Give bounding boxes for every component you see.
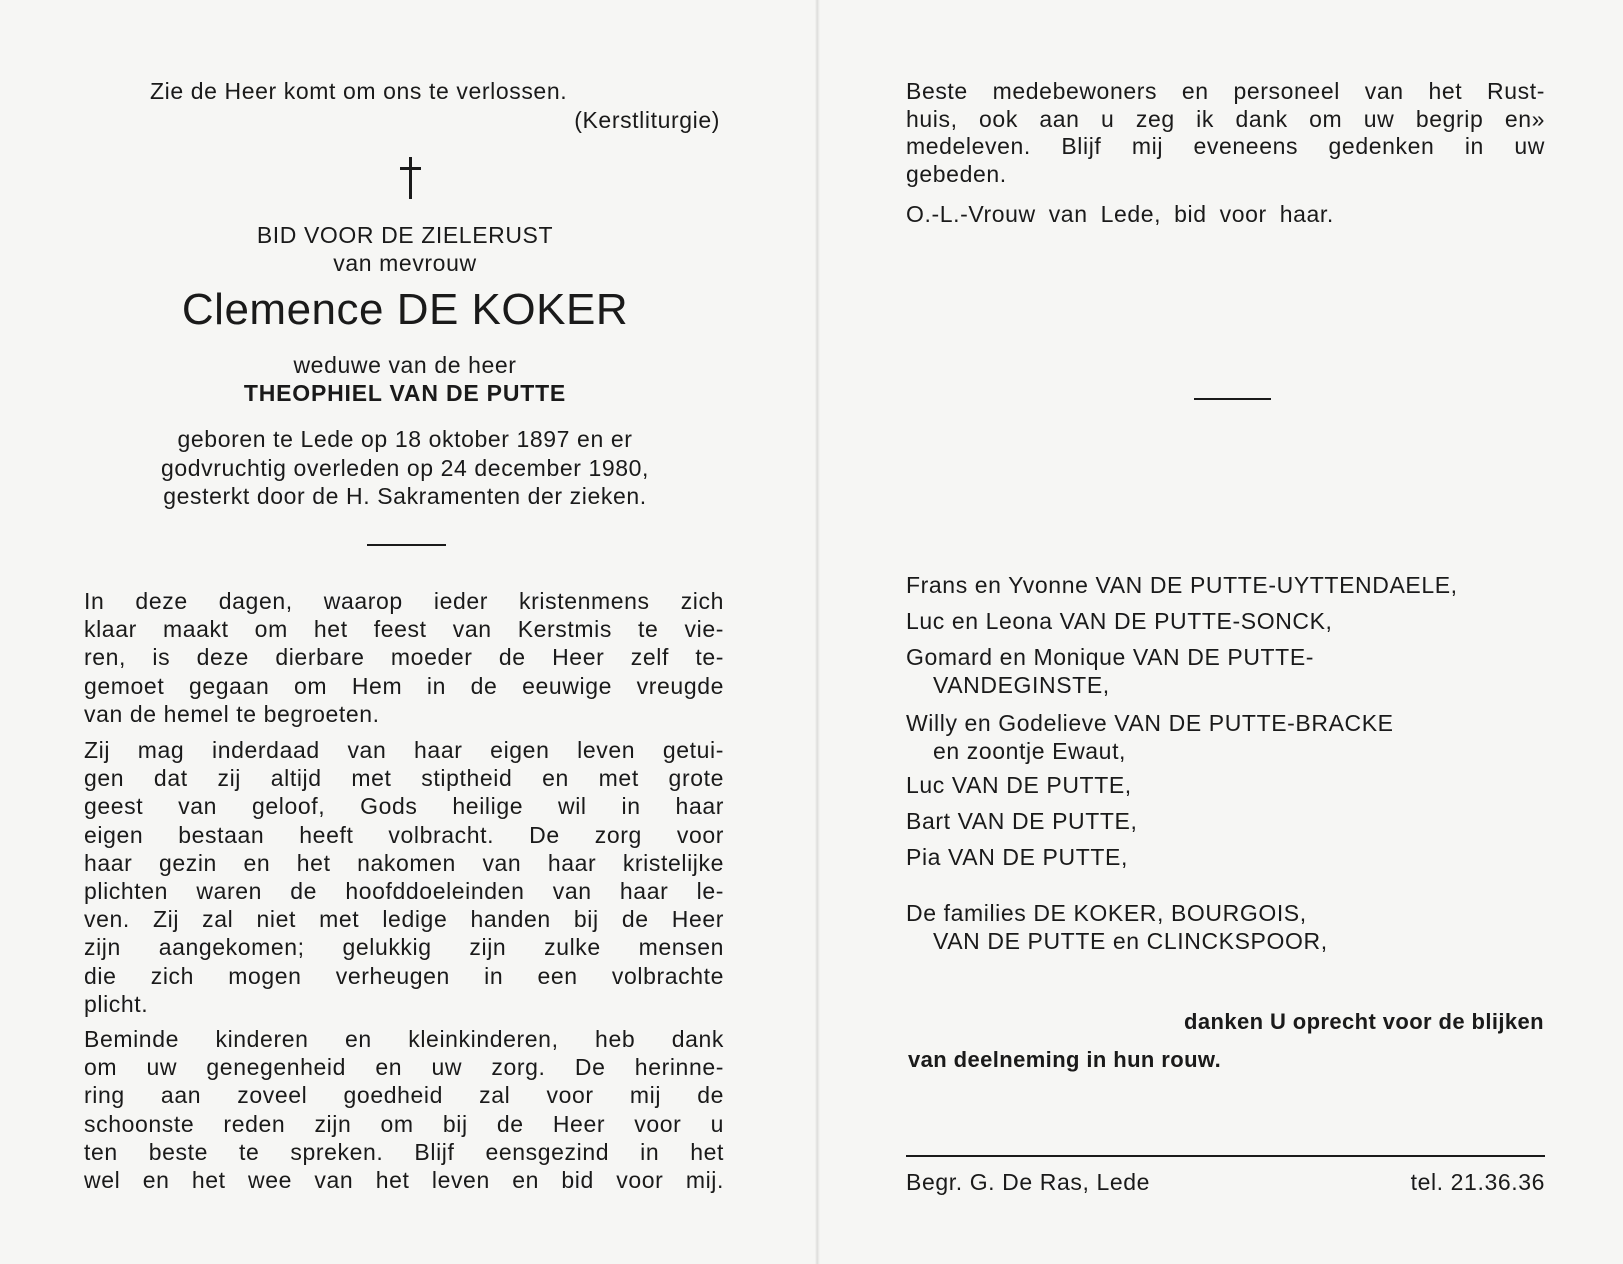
- divider: [1194, 398, 1271, 400]
- born-line: gesterkt door de H. Sakramenten der zieken.: [163, 483, 647, 509]
- born-line: godvruchtig overleden op 24 december 1980,: [160, 454, 650, 481]
- family-line: [906, 643, 1314, 699]
- text-line: van de hemel te begroeten.: [84, 700, 380, 727]
- family-line: Pia VAN DE PUTTE,: [906, 844, 1128, 870]
- husband-name: THEOPHIEL VAN DE PUTTE: [243, 380, 567, 406]
- family-line: Frans en Yvonne VAN DE PUTTE-UYTTENDAELE,: [906, 572, 1458, 598]
- prayer-heading: BID VOOR DE ZIELERUST: [256, 222, 554, 248]
- latin-cross-icon: [399, 157, 423, 199]
- text-line: ten beste te spreken. Blijf eensgezind in het: [84, 1138, 724, 1165]
- thanks-line: van deelneming in hun rouw.: [908, 1047, 1222, 1072]
- text-line: Zij mag inderdaad van haar eigen leven getui-: [84, 737, 724, 763]
- paragraph-residents: [906, 78, 1545, 188]
- text-line: gen dat zij altijd met stiptheid en met grote: [84, 765, 724, 792]
- text-line: haar gezin en het nakomen van haar kristelijke: [84, 849, 724, 876]
- birth-death-details: [110, 425, 700, 511]
- family-line: Bart VAN DE PUTTE,: [906, 808, 1138, 834]
- text-line: wel en het wee van het leven en bid voor mij.: [84, 1167, 724, 1194]
- paragraph-children: [84, 1025, 724, 1194]
- deceased-name: Clemence DE KOKER: [181, 285, 629, 334]
- prayer-subheading: van mevrouw: [333, 250, 477, 276]
- text-line: die zich mogen verheugen in een volbrachte: [84, 962, 724, 989]
- text-line: zijn aangekomen; gelukkig zijn zulke mensen: [84, 934, 724, 961]
- family-line-part: en zoontje Ewaut,: [933, 738, 1127, 764]
- text-line: klaar maakt om het feest van Kerstmis te vie-: [84, 616, 724, 643]
- text-line: schoonste reden zijn om bij de Heer voor u: [84, 1110, 724, 1137]
- family-line: Luc VAN DE PUTTE,: [906, 772, 1132, 798]
- text-line: eigen bestaan heeft volbracht. De zorg voor: [84, 821, 724, 848]
- text-line: plicht.: [84, 990, 149, 1017]
- text-line: ven. Zij zal niet met ledige handen bij de Heer: [84, 906, 724, 933]
- motto-text: Zie de Heer komt om ons te verlossen.: [150, 78, 568, 104]
- text-line: plichten waren de hoofddoeleinden van haar le-: [84, 878, 724, 905]
- footer-rule: [906, 1155, 1545, 1157]
- text-line: gebeden.: [906, 160, 1007, 187]
- text-line: geest van geloof, Gods heilige wil in haar: [84, 793, 724, 820]
- olv-prayer: O.-L.-Vrouw van Lede, bid voor haar.: [906, 201, 1334, 227]
- born-line: geboren te Lede op 18 oktober 1897 en er: [177, 426, 633, 452]
- text-line: ren, is deze dierbare moeder de Heer zelf te-: [84, 644, 724, 671]
- card-fold: [815, 0, 820, 1264]
- text-line: huis, ook aan u zeg ik dank om uw begrip en»: [906, 105, 1545, 132]
- family-line-part: De families DE KOKER, BOURGOIS,: [906, 900, 1307, 926]
- text-line: medeleven. Blijf mij eveneens gedenken in uw: [906, 133, 1545, 159]
- family-line: [906, 709, 1394, 765]
- family-line-part: Willy en Godelieve VAN DE PUTTE-BRACKE: [906, 710, 1394, 736]
- thanks-line: danken U oprecht voor de blijken: [1184, 1009, 1544, 1034]
- family-line: Luc en Leona VAN DE PUTTE-SONCK,: [906, 608, 1333, 634]
- text-line: gemoet gegaan om Hem in de eeuwige vreugde: [84, 672, 724, 699]
- text-line: Beminde kinderen en kleinkinderen, heb dank: [84, 1026, 724, 1052]
- paragraph-christmas: [84, 587, 724, 728]
- divider: [367, 544, 446, 546]
- paragraph-life: [84, 736, 724, 1018]
- family-line: [906, 899, 1328, 955]
- motto-source: (Kerstliturgie): [574, 106, 720, 133]
- telephone: tel. 21.36.36: [1410, 1169, 1545, 1195]
- family-line-part: VAN DE PUTTE en CLINCKSPOOR,: [933, 928, 1328, 954]
- text-line: ring aan zoveel goedheid zal voor mij de: [84, 1082, 724, 1109]
- text-line: In deze dagen, waarop ieder kristenmens zich: [84, 588, 724, 614]
- family-line-part: Gomard en Monique VAN DE PUTTE-: [906, 644, 1315, 670]
- family-line-part: VANDEGINSTE,: [933, 672, 1110, 698]
- motto: [150, 77, 720, 134]
- widow-of: weduwe van de heer: [293, 352, 517, 378]
- printer-credit: Begr. G. De Ras, Lede: [906, 1169, 1151, 1195]
- text-line: Beste medebewoners en personeel van het Rust-: [906, 78, 1545, 104]
- text-line: om uw genegenheid en uw zorg. De herinne-: [84, 1054, 724, 1081]
